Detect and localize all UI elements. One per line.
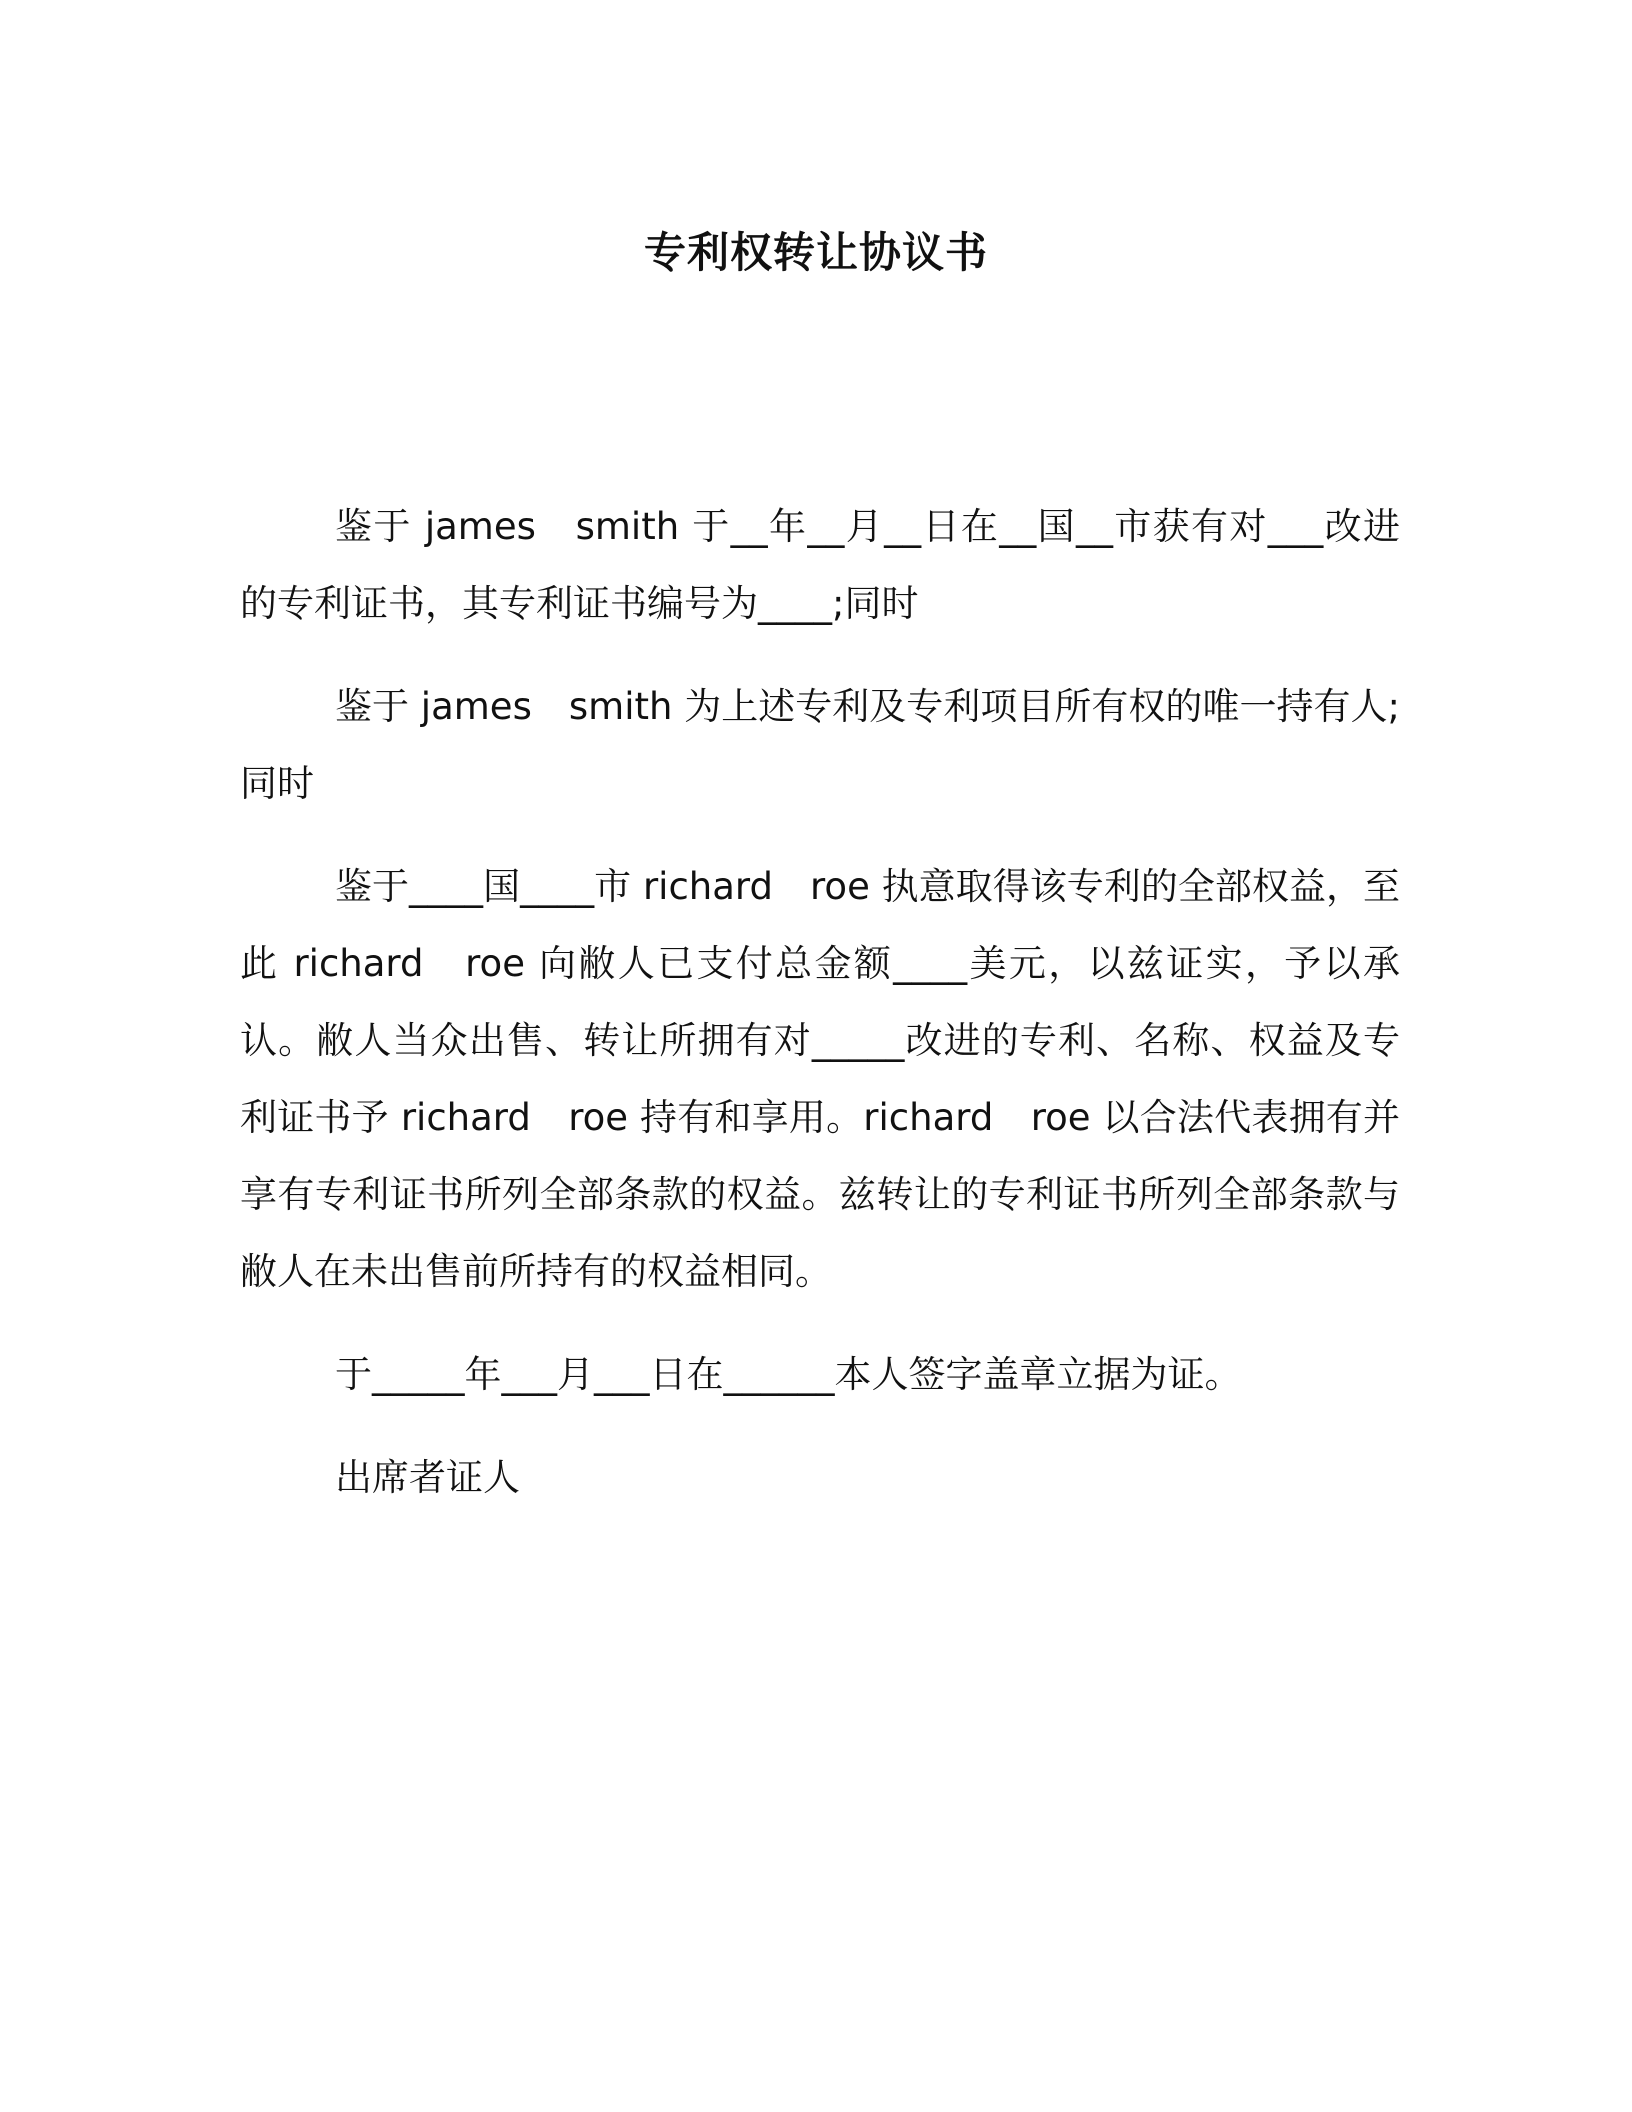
paragraph-witness: 出席者证人 [335,1456,520,1499]
paragraph-signature-date: 于_____年___月___日在______本人签字盖章立据为证。 [335,1353,1242,1396]
paragraph-sole-owner: 鉴于 james smith 为上述专利及专利项目所有权的唯一持有人;同时 [240,685,1400,805]
document-body [240,488,1400,1542]
document-title: 专利权转让协议书 [643,228,988,277]
paragraph-patent-holding: 鉴于 james smith 于__年__月__日在__国__市获有对___改进的专利证书，其专利证书编号为____;同时 [240,505,1400,625]
paragraph-transfer-terms: 鉴于____国____市 richard roe 执意取得该专利的全部权益，至此 richard roe 向敝人已支付总金额____美元，以兹证实，予以承认。敝人当众出售、转让所拥有对_____改进的专利、名称、权益及专利证书予 richard roe 持有和享用。richard roe 以合法代表拥有并享有专利证书所列全部条款的权益。兹转让的专利证书所列全部条款与敝人在未出售前所持有的权益相同。 [240,865,1400,1293]
